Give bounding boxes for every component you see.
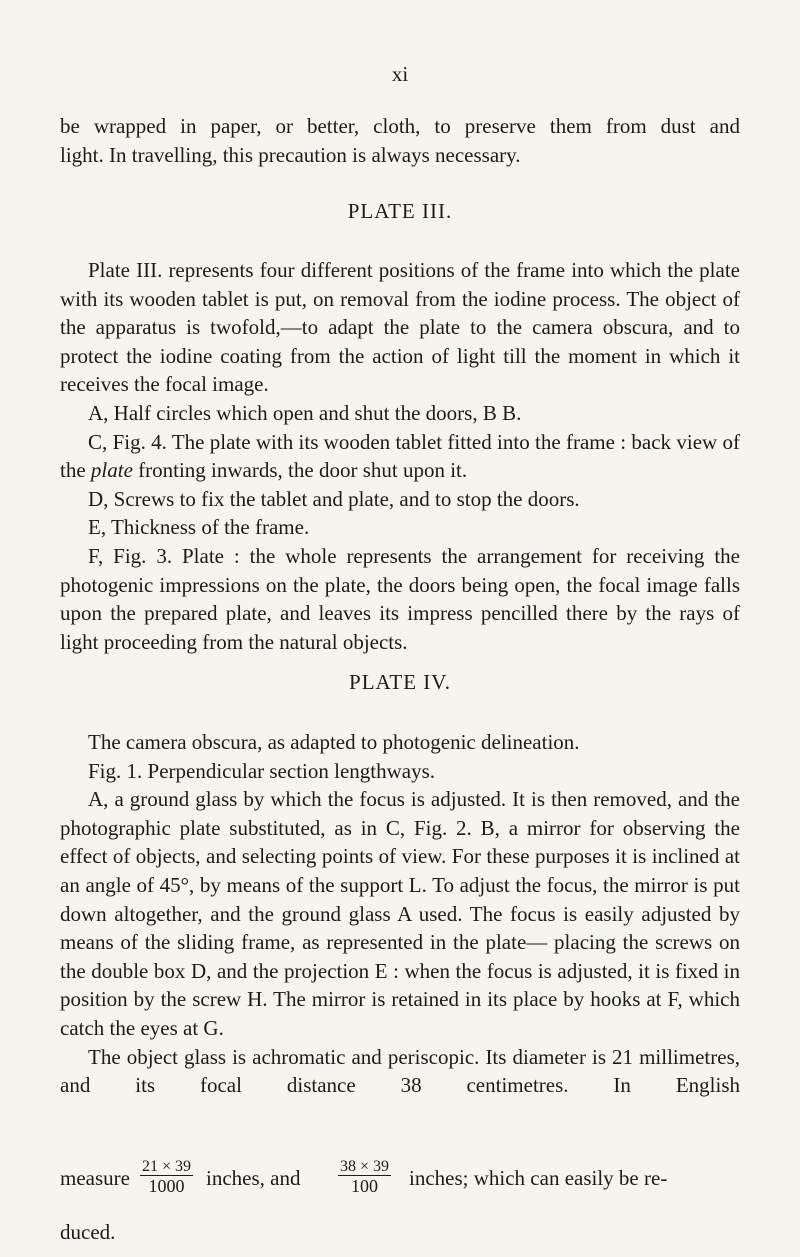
paragraph: A, Half circles which open and shut the doors, B B.: [88, 400, 522, 425]
page-number: xi: [391, 62, 409, 86]
paragraph: Plate III. represents four different positions of the frame into which the plate with its wooden tablet is put, on removal from the iodine process. The object of the apparatus is twofold,—to adapt the plate to the camera obscura, and to protect the iodine coating from the action of light till the moment in which it receives the focal image.: [60, 258, 740, 397]
fraction-denominator: 1000: [140, 1175, 193, 1196]
formula-text: inches; which can easily be re-: [409, 1166, 668, 1190]
paragraph: F, Fig. 3. Plate : the whole represents the arrangement for receiving the photogenic impressions on the plate, the doors being open, the focal image falls upon the prepared plate, and leaves its impress pencilled there by the rays of light proceeding from the natural objects.: [60, 543, 740, 654]
intro-text: [60, 112, 740, 169]
measure-formula-line: [60, 1152, 740, 1212]
fraction-numerator: 21 × 39: [142, 1158, 192, 1175]
formula-text: inches, and: [206, 1166, 301, 1190]
paragraph: The camera obscura, as adapted to photogenic delineation.: [88, 730, 580, 754]
paragraph: E, Thickness of the frame.: [88, 515, 310, 540]
paragraph-text: C, Fig. 4. The plate with its wooden tablet fitted into the frame : back view of the: [60, 429, 740, 483]
formula-word: measure: [60, 1166, 130, 1190]
fraction-centimetres: [338, 1158, 391, 1196]
plate-iv-section: [60, 728, 740, 1100]
paragraph: Fig. 1. Perpendicular section lengthways.: [88, 758, 436, 783]
fraction-denominator: 100: [338, 1175, 391, 1196]
plate-iii-section: [60, 256, 740, 656]
fraction-millimetres: [140, 1158, 193, 1196]
paragraph: D, Screws to fix the tablet and plate, and to stop the doors.: [88, 486, 580, 511]
closing-line: duced.: [60, 1220, 116, 1244]
italic-word: plate: [90, 458, 133, 483]
paragraph: [60, 428, 740, 485]
fraction-numerator: 38 × 39: [340, 1158, 390, 1175]
paragraph: The object glass is achromatic and periscopic. Its diameter is 21 millimetres, and its focal distance 38 centimetres. In English: [60, 1044, 740, 1098]
paragraph: A, a ground glass by which the focus is adjusted. It is then removed, and the photographic plate substituted, as in C, Fig. 2. B, a mirror for observing the effect of objects, and selecting points of view. For these purposes it is inclined at an angle of 45°, by means of the support L. To adjust the focus, the mirror is put down altogether, and the ground glass A used. The focus is easily adjusted by means of the sliding frame, as represented in the plate— placing the screws on the double box D, and the projection E : when the focus is adjusted, it is fixed in position by the screw H. The mirror is retained in its place by hooks at F, which catch the eyes at G.: [60, 787, 740, 1040]
plate-iv-heading: PLATE IV.: [349, 670, 451, 694]
paragraph-text: fronting inwards, the door shut upon it.: [132, 458, 468, 483]
plate-iii-heading: PLATE III.: [347, 199, 453, 223]
intro-line: light. In travelling, this precaution is always necessary.: [60, 142, 521, 167]
intro-line: be wrapped in paper, or better, cloth, to preserve them from dust and: [60, 114, 740, 138]
